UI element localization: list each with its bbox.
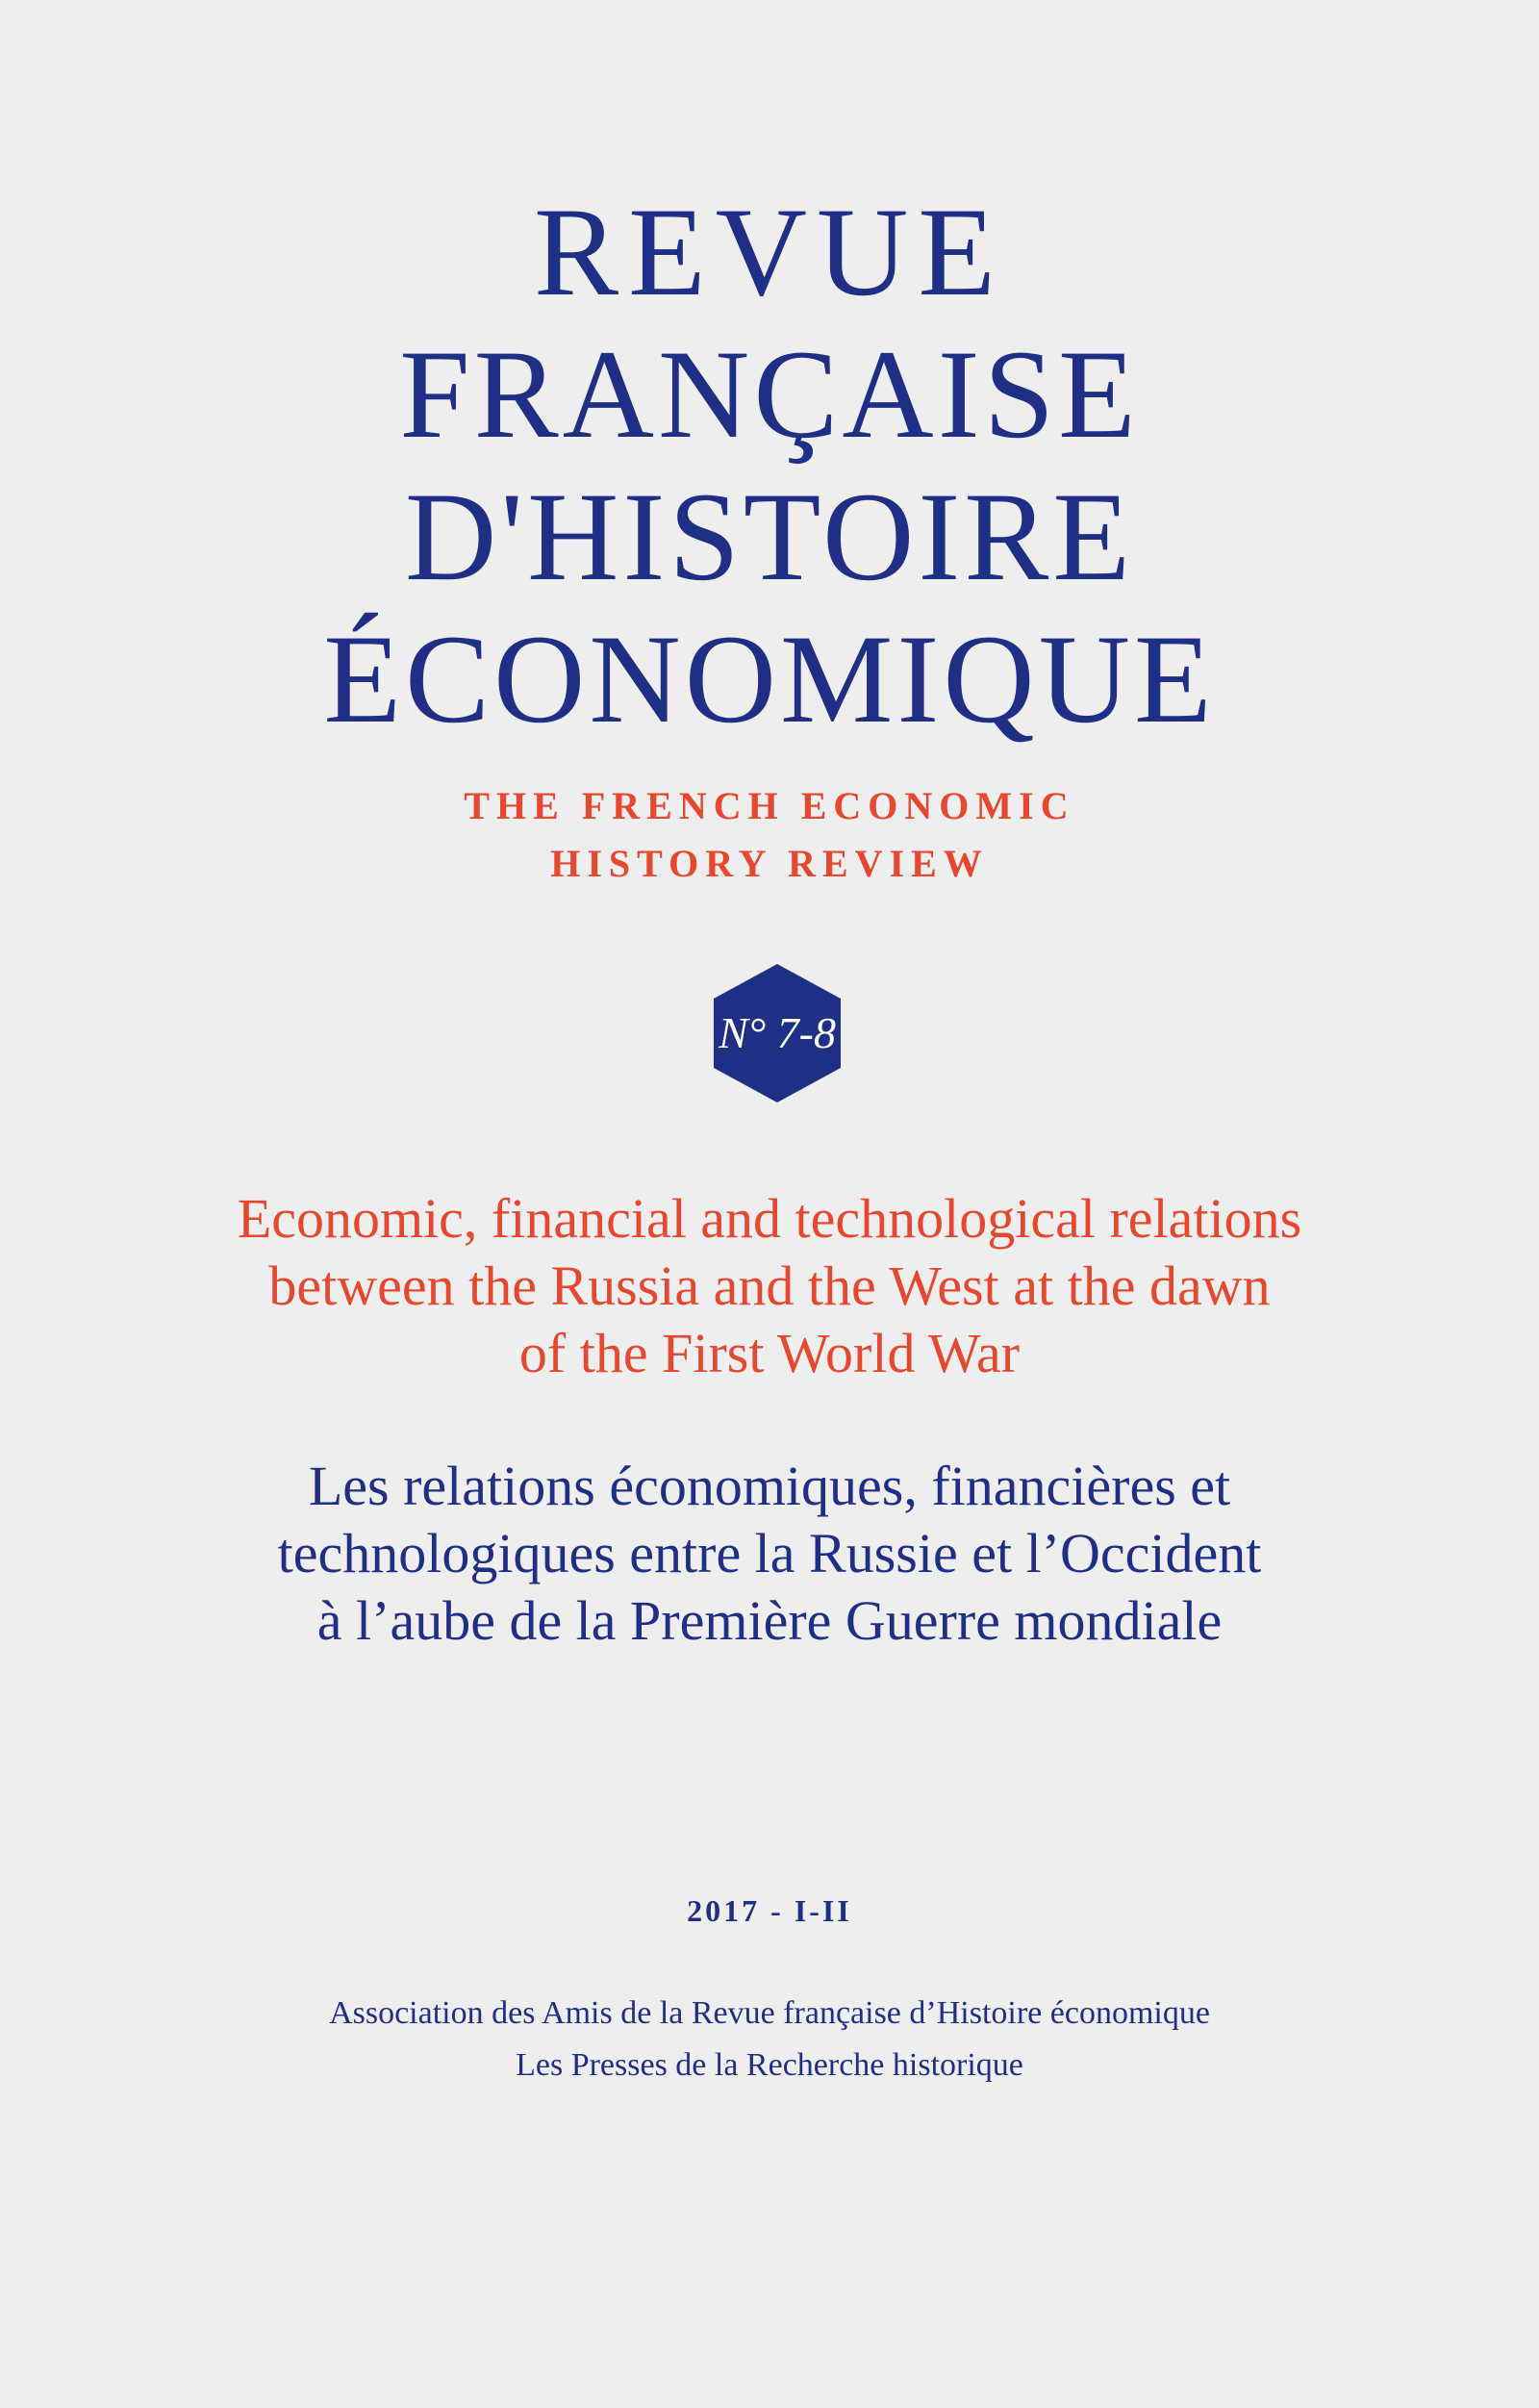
issue-year-volume: 2017 - I-II xyxy=(687,1893,852,1928)
journal-title-line-1: REVUE xyxy=(534,181,1005,322)
issue-title-english-line-3: of the First World War xyxy=(518,1322,1021,1384)
journal-subtitle-line-2: HISTORY REVIEW xyxy=(550,842,989,885)
journal-title-line-2: FRANÇAISE xyxy=(399,323,1140,465)
journal-subtitle xyxy=(0,777,1539,893)
publishers xyxy=(0,1988,1539,2091)
issue-title-french-line-1: Les relations économiques, financières et xyxy=(308,1455,1231,1517)
issue-number-label: N° 7-8 xyxy=(719,1008,836,1057)
issue-title-english xyxy=(0,1185,1539,1387)
issue-title-french-line-2: technologiques entre la Russie et l’Occident xyxy=(277,1522,1262,1584)
journal-title xyxy=(0,181,1539,750)
publisher-line-2: Les Presses de la Recherche historique xyxy=(516,2047,1023,2083)
publisher-line-1: Association des Amis de la Revue française d’Histoire économique xyxy=(329,1995,1210,2031)
issue-title-english-line-2: between the Russia and the West at the dawn xyxy=(268,1255,1271,1317)
issue-title-french-line-3: à l’aube de la Première Guerre mondiale xyxy=(316,1589,1223,1652)
journal-subtitle-line-1: THE FRENCH ECONOMIC xyxy=(464,784,1075,827)
journal-title-line-4: ÉCONOMIQUE xyxy=(323,608,1216,749)
journal-title-line-3: D'HISTOIRE xyxy=(404,466,1134,607)
issue-number-badge xyxy=(710,962,845,1104)
issue-title-english-line-1: Economic, financial and technological relations xyxy=(237,1187,1302,1250)
issue-title-french xyxy=(0,1453,1539,1655)
